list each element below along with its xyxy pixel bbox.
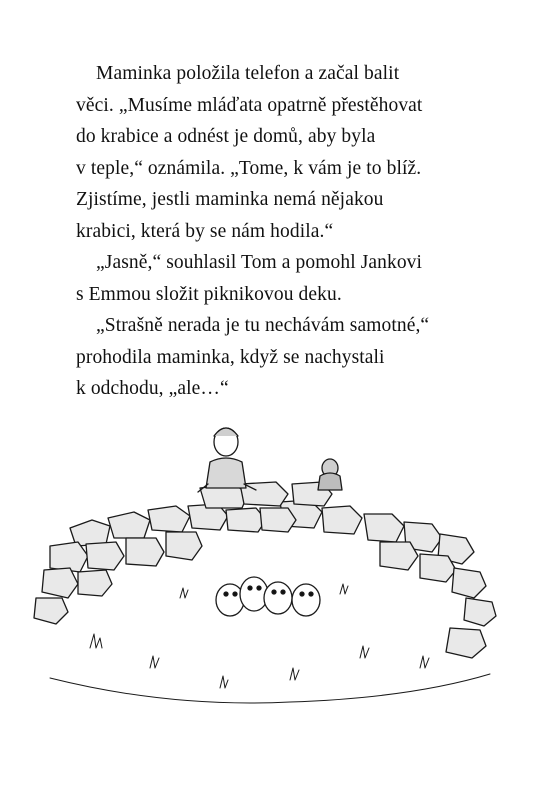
paragraph-1-line-4: v teple,“ oznámila. „Tome, k vám je to blíž.: [76, 157, 422, 179]
paragraph-3-line-2: prohodila maminka, když se nachystali: [76, 346, 385, 368]
stone-wall-left: [34, 504, 228, 624]
paragraph-1-line-5: Zjistíme, jestli maminka nemá nějakou: [76, 189, 384, 210]
paragraph-2-line-2: s Emmou složit piknikovou deku.: [76, 283, 342, 305]
girl-figure: [198, 428, 256, 492]
paragraph-1-line-3: do krabice a odnést je domů, aby byla: [76, 126, 376, 147]
paragraph-2-line-1: „Jasně,“ souhlasil Tom a pomohl Jankovi: [96, 252, 423, 273]
stone-wall-right: [280, 500, 496, 658]
story-text: [76, 58, 496, 405]
paragraph-3-line-1: „Strašně nerada je tu nechávám samotné,“: [96, 315, 430, 336]
toy-figure: [318, 459, 342, 490]
paragraph-1-line-1: Maminka položila telefon a začal balit: [96, 63, 400, 84]
stone-wall-owlets-illustration: [30, 418, 510, 708]
owlets: [216, 577, 320, 616]
paragraph-1-line-6: krabici, která by se nám hodila.“: [76, 220, 334, 242]
paragraph-1-line-2: věci. „Musíme mláďata opatrně přestěhovat: [76, 94, 423, 116]
paragraph-3-line-3: k odchodu, „ale…“: [76, 378, 229, 399]
